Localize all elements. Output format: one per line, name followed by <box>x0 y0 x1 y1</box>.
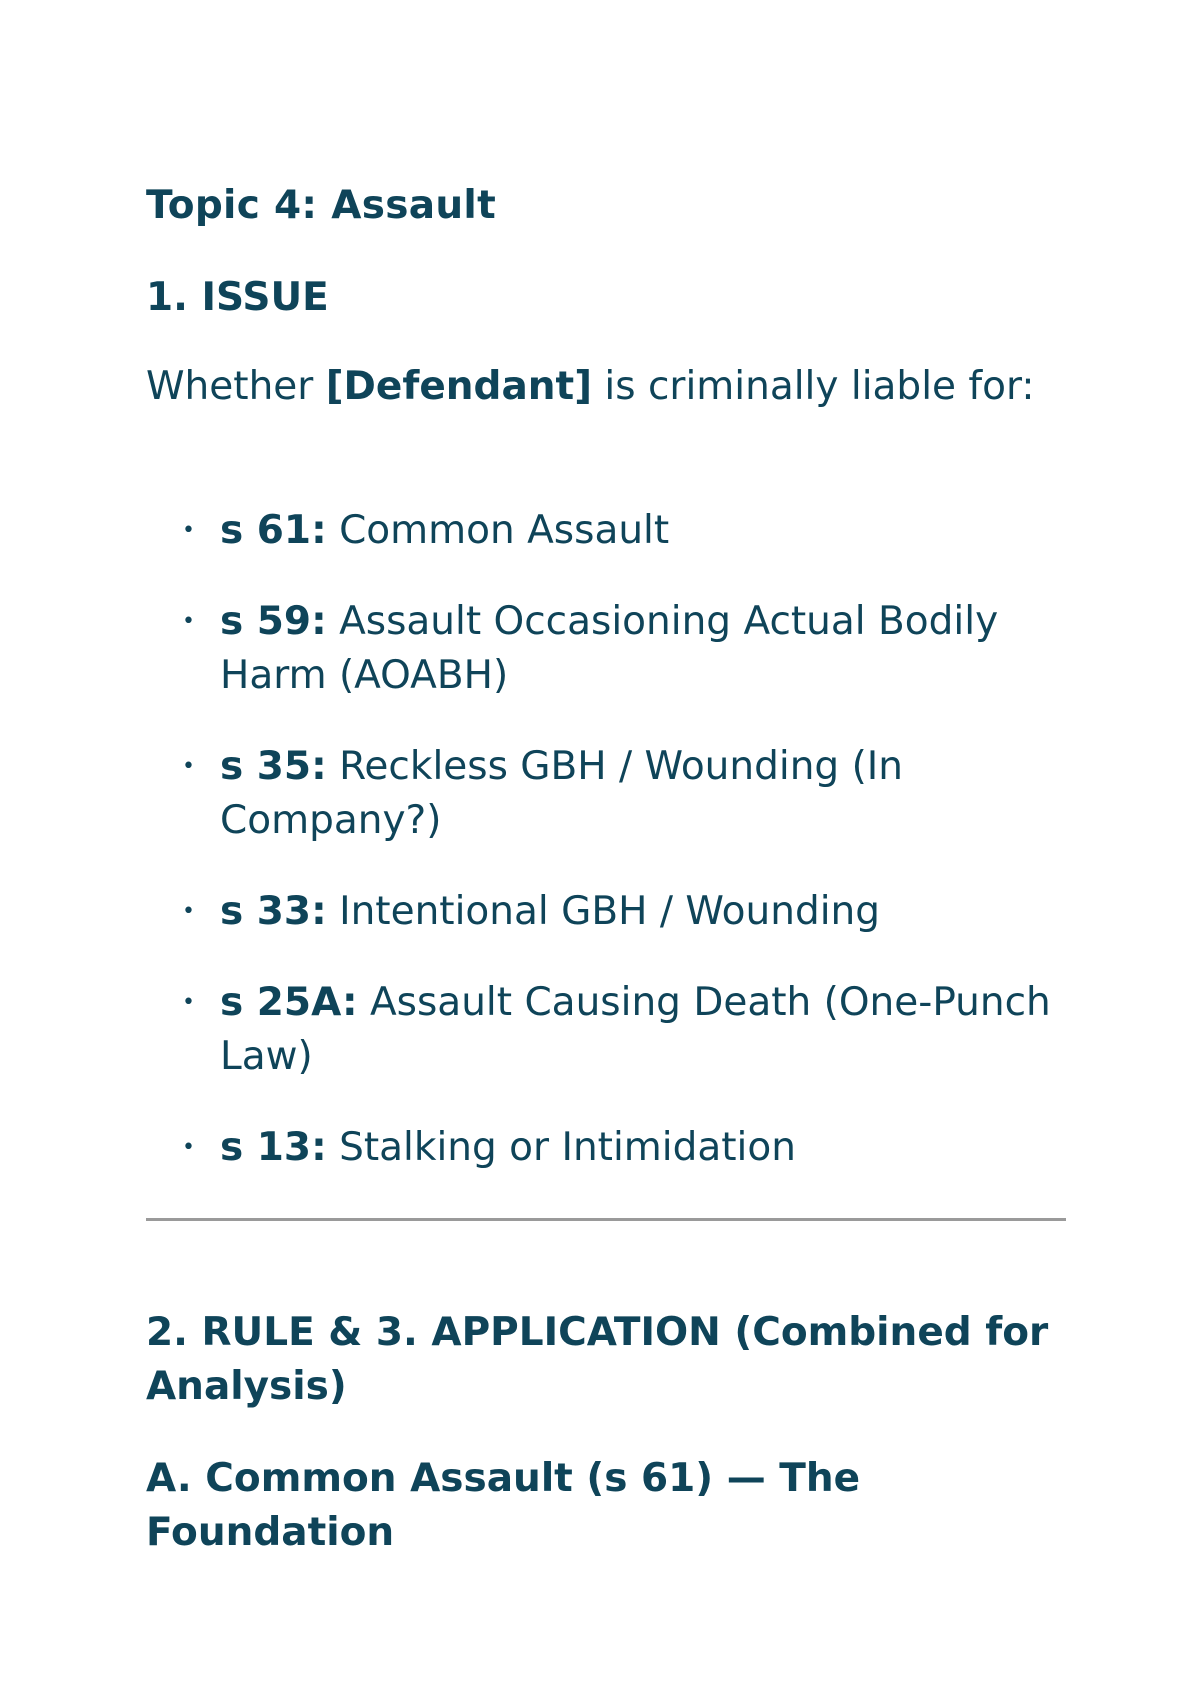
bullet-icon: • <box>182 609 195 634</box>
offence-description: Stalking or Intimidation <box>339 1125 796 1170</box>
bullet-icon: • <box>182 518 195 543</box>
bullet-icon: • <box>182 754 195 779</box>
intro-party: [Defendant] <box>325 364 593 409</box>
bullet-icon: • <box>182 899 195 924</box>
list-item <box>146 595 1066 703</box>
offence-description: Assault Causing Death (One-Punch Law) <box>220 980 1051 1079</box>
offence-description: Intentional GBH / Wounding <box>339 889 881 934</box>
rule-application-heading: 2. RULE & 3. APPLICATION (Combined for Analysis) <box>146 1310 1049 1409</box>
bullet-icon: • <box>182 990 195 1015</box>
offence-description: Common Assault <box>339 508 670 553</box>
common-assault-heading: A. Common Assault (s 61) — The Foundation <box>146 1456 861 1555</box>
document-title: Topic 4: Assault <box>146 183 497 228</box>
section-number: s 35: <box>220 744 327 789</box>
issue-heading: 1. ISSUE <box>146 275 329 320</box>
section-number: s 33: <box>220 889 327 934</box>
issue-intro <box>146 360 1046 414</box>
section-number: s 25A: <box>220 980 358 1025</box>
list-item <box>146 885 1066 939</box>
section-number: s 61: <box>220 508 327 553</box>
intro-before: Whether <box>146 364 326 409</box>
section-number: s 59: <box>220 599 327 644</box>
list-item <box>146 740 1066 848</box>
list-item <box>146 976 1066 1084</box>
intro-after: is criminally liable for: <box>592 364 1035 409</box>
bullet-icon: • <box>182 1135 195 1160</box>
list-item <box>146 504 1066 558</box>
offence-description: Reckless GBH / Wounding (In Company?) <box>220 744 904 843</box>
offence-list <box>146 504 1066 1212</box>
offence-description: Assault Occasioning Actual Bodily Harm (AOABH) <box>220 599 999 698</box>
section-divider <box>146 1218 1066 1221</box>
list-item <box>146 1121 1066 1175</box>
section-number: s 13: <box>220 1125 327 1170</box>
